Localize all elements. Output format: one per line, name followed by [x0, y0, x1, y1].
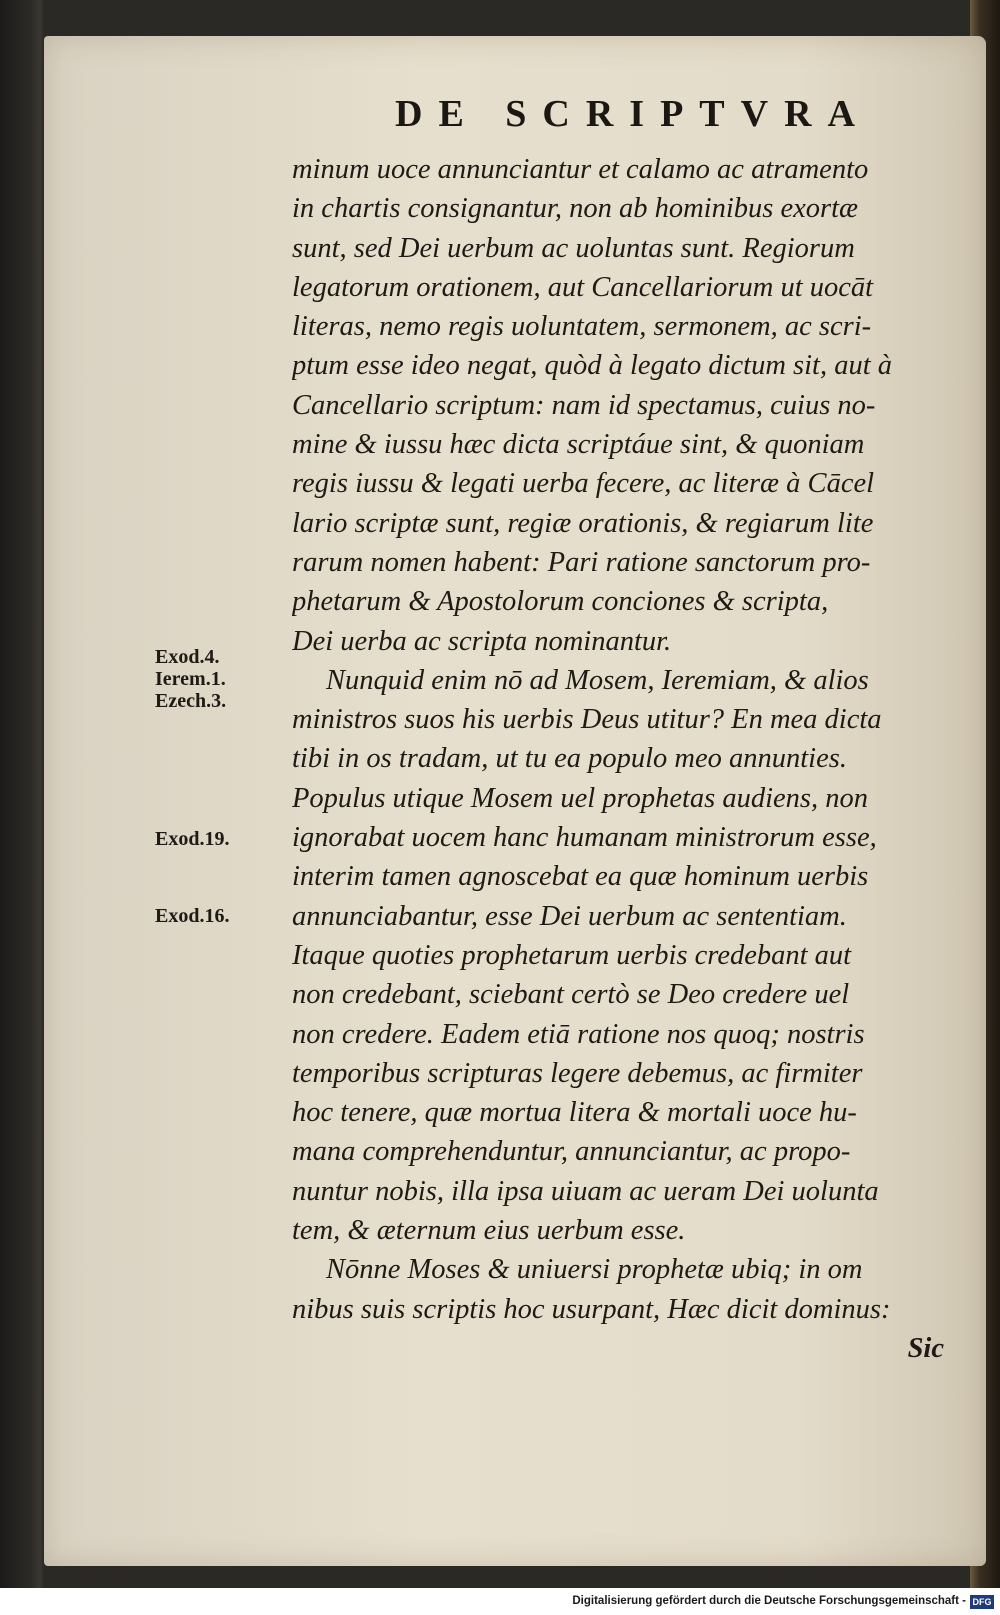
marginal-note-exod4: Exod.4. [155, 646, 220, 668]
marginal-note-exod19: Exod.19. [155, 828, 230, 850]
text-line: ministros suos his uerbis Deus utitur? En mea dicta [292, 704, 882, 736]
text-line: ptum esse ideo negat, quòd à legato dictum sit, aut à [292, 350, 893, 382]
text-line: non credebant, sciebant certò se Deo credere uel [292, 979, 850, 1011]
text-line: phetarum & Apostolorum conciones & scripta, [292, 586, 829, 618]
text-line: nibus suis scriptis hoc usurpant, Hæc dicit dominus: [292, 1293, 891, 1325]
text-line: nuntur nobis, illa ipsa uiuam ac ueram Dei uolunta [292, 1175, 879, 1207]
text-line: lario scriptæ sunt, regiæ orationis, & regiarum lite [292, 507, 874, 539]
text-line: annunciabantur, esse Dei uerbum ac sententiam. [292, 900, 847, 932]
dfg-logo: DFG [970, 1595, 994, 1609]
text-line: tibi in os tradam, ut tu ea populo meo annunties. [292, 743, 847, 775]
text-line: Dei uerba ac scripta nominantur. [292, 625, 672, 657]
text-line: Itaque quoties prophetarum uerbis credebant aut [292, 939, 852, 971]
text-line: Nunquid enim nō ad Mosem, Ieremiam, & alios [326, 664, 869, 696]
text-line: Cancellario scriptum: nam id spectamus, cuius no- [292, 389, 876, 421]
running-header: DE SCRIPTVRA [395, 93, 871, 135]
text-line: ignorabat uocem hanc humanam ministrorum esse, [292, 822, 877, 854]
text-line: hoc tenere, quæ mortua litera & mortali uoce hu- [292, 1097, 857, 1129]
text-line: tem, & æternum eius uerbum esse. [292, 1215, 686, 1247]
text-line: literas, nemo regis uoluntatem, sermonem, ac scri- [292, 311, 872, 343]
text-line: regis iussu & legati uerba fecere, ac literæ à Cācel [292, 468, 875, 500]
marginal-note-exod16: Exod.16. [155, 905, 230, 927]
text-line: mana comprehenduntur, annunciantur, ac propo- [292, 1136, 851, 1168]
text-line: interim tamen agnoscebat ea quæ hominum uerbis [292, 861, 869, 893]
text-line: temporibus scripturas legere debemus, ac firmiter [292, 1057, 863, 1089]
text-line: in chartis consignantur, non ab hominibus exortæ [292, 193, 859, 225]
text-line: non credere. Eadem etiā ratione nos quoq; nostris [292, 1018, 865, 1050]
text-line: rarum nomen habent: Pari ratione sanctorum pro- [292, 546, 871, 578]
text-line: Nōnne Moses & uniuersi prophetæ ubiq; in om [326, 1254, 863, 1286]
dfg-credit: Digitalisierung gefördert durch die Deutsche Forschungsgemeinschaft - [572, 1595, 966, 1607]
marginal-note-ierem1: Ierem.1. [155, 668, 226, 690]
text-line: Populus utique Mosem uel prophetas audiens, non [292, 782, 869, 814]
text-line: minum uoce annunciantur et calamo ac atramento [292, 154, 869, 185]
text-line: legatorum orationem, aut Cancellariorum ut uocāt [292, 271, 874, 303]
body-text [292, 150, 952, 1368]
catchword: Sic [907, 1332, 944, 1364]
marginal-note-ezech3: Ezech.3. [155, 690, 227, 712]
text-line: mine & iussu hæc dicta scriptáue sint, & quoniam [292, 429, 865, 461]
text-line: sunt, sed Dei uerbum ac uoluntas sunt. Regiorum [292, 232, 855, 264]
